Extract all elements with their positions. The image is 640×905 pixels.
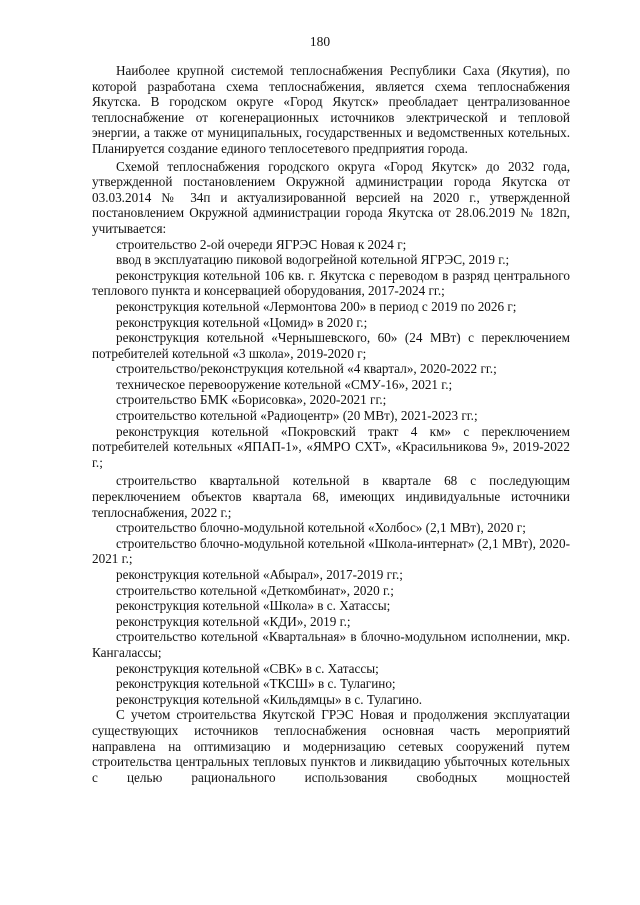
- paragraph: строительство 2-ой очереди ЯГРЭС Новая к 2024 г;: [116, 236, 407, 252]
- paragraph: реконструкция котельной «Покровский тракт 4 км» с переключением потребителей котельных «ЯПАП-1», «ЯМРО СХТ», «Красильникова 9», 2019-2022 г.;: [92, 423, 570, 470]
- paragraph: техническое перевооружение котельной «СМУ-16», 2021 г.;: [116, 376, 453, 392]
- paragraph: реконструкция котельной «Школа» в с. Хатассы;: [116, 598, 391, 614]
- page-body: [92, 63, 570, 785]
- paragraph: Наиболее крупной системой теплоснабжения Республики Саха (Якутия), по которой разработана схема теплоснабжения, является схема теплоснабжения Якутска. В городском округе «Город Якутск» преобладает централизованное теплоснабжение от когенерационных источников электрической и тепловой энергии, а также от муниципальных, государственных и ведомственных котельных. Планируется создание единого теплосетевого предприятия города.: [92, 63, 570, 156]
- paragraph: реконструкция котельной «ТКСШ» в с. Тулагино;: [116, 676, 396, 692]
- paragraph: ввод в эксплуатацию пиковой водогрейной котельной ЯГРЭС, 2019 г.;: [116, 252, 510, 268]
- paragraph: реконструкция котельной «КДИ», 2019 г.;: [116, 613, 351, 629]
- paragraph: реконструкция котельной «Кильдямцы» в с. Тулагино.: [116, 691, 423, 707]
- paragraph: реконструкция котельной «Абырал», 2017-2019 гг.;: [116, 567, 403, 582]
- paragraph: реконструкция котельной 106 кв. г. Якутска с переводом в разряд центрального теплового пункта и консервацией оборудования, 2017-2024 гг.;: [92, 267, 570, 299]
- paragraph: строительство блочно-модульной котельной «Холбос» (2,1 МВт), 2020 г;: [116, 520, 526, 536]
- paragraph: реконструкция котельной «СВК» в с. Хатассы;: [116, 660, 379, 676]
- paragraph: реконструкция котельной «Чернышевского, 60» (24 МВт) с переключением потребителей котельной «3 школа», 2019-2020 г;: [92, 330, 570, 361]
- paragraph: строительство блочно-модульной котельной «Школа-интернат» (2,1 МВт), 2020-2021 г.;: [92, 535, 570, 567]
- paragraph: строительство котельной «Деткомбинат», 2020 г.;: [116, 582, 394, 598]
- paragraph: строительство БМК «Борисовка», 2020-2021 гг.;: [116, 392, 387, 408]
- paragraph: Схемой теплоснабжения городского округа «Город Якутск» до 2032 года, утвержденной постановлением Окружной администрации города Якутска от 03.03.2014 № 34п и актуализированной версией на 2020 г., утвержденной постановлением Окружной администрации города Якутска от 28.06.2019 № 182п, учитывается:: [92, 158, 570, 236]
- paragraph: реконструкция котельной «Лермонтова 200» в период с 2019 по 2026 г;: [116, 298, 517, 314]
- paragraph: реконструкция котельной «Цомид» в 2020 г.;: [116, 314, 368, 330]
- paragraph: строительство котельной «Радиоцентр» (20 МВт), 2021-2023 гг.;: [116, 408, 478, 424]
- paragraph: строительство котельной «Квартальная» в блочно-модульном исполнении, мкр. Кангалассы;: [92, 629, 570, 660]
- paragraph: строительство квартальной котельной в квартале 68 с последующим переключением объектов квартала 68, имеющих индивидуальные источники теплоснабжения, 2022 г.;: [92, 473, 570, 520]
- page-number: 180: [309, 34, 331, 49]
- paragraph: строительство/реконструкция котельной «4 квартал», 2020-2022 гг.;: [116, 361, 497, 377]
- paragraph: С учетом строительства Якутской ГРЭС Новая и продолжения эксплуатации существующих источников теплоснабжения основная часть мероприятий направлена на оптимизацию и модернизацию сетевых сооружений путем строительства центральных тепловых пунктов и ликвидацию убыточных котельных с целью рационального использования свободных мощностей: [92, 707, 570, 785]
